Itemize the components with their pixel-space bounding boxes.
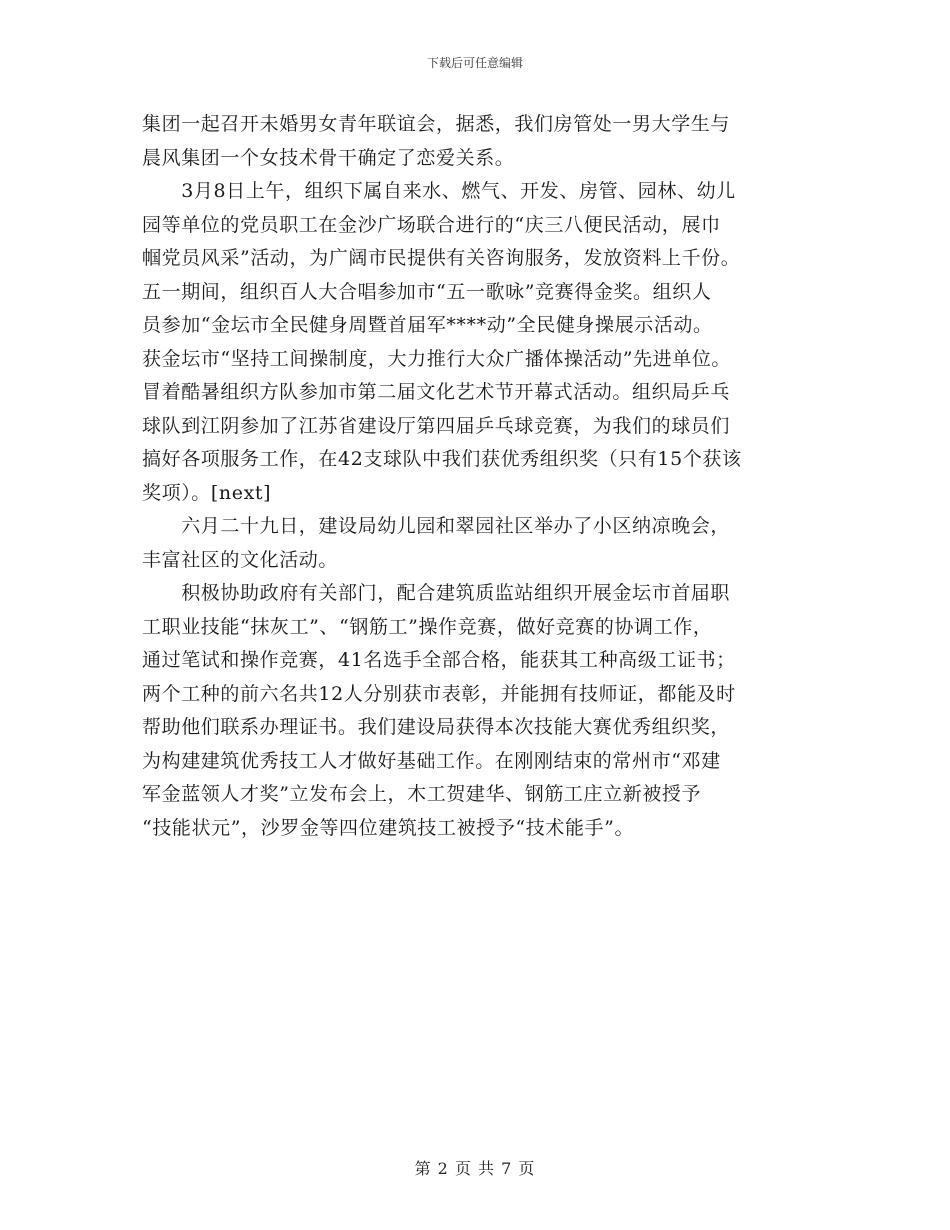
body-line: 六月二十九日，建设局幼儿园和翠园社区举办了小区纳凉晚会， [142, 515, 731, 537]
body-line: 积极协助政府有关部门，配合建筑质监站组织开展金坛市首届职 [142, 582, 731, 604]
body-line: 丰富社区的文化活动。 [142, 548, 339, 571]
page-header: 下载后可任意编辑 [426, 56, 523, 70]
body-line: 通过笔试和操作竞赛，41名选手全部合格，能获其工种高级工证书； [142, 649, 736, 671]
page-footer: 第 2 页 共 7 页 [414, 1159, 536, 1178]
body-line: “技能状元”，沙罗金等四位建筑技工被授予“技术能手”。 [142, 816, 635, 839]
body-line: 帮助他们联系办理证书。我们建设局获得本次技能大赛优秀组织奖， [142, 716, 731, 738]
body-line: 工职业技能“抹灰工”、“钢筋工”操作竞赛，做好竞赛的协调工作， [142, 615, 713, 638]
body-line: 球队到江阴参加了江苏省建设厅第四届乒乓球竞赛，为我们的球员们 [142, 414, 731, 437]
body-line: 员参加“金坛市全民健身周暨首届军****动”全民健身操展示活动。 [142, 314, 713, 336]
body-line: 为构建建筑优秀技工人才做好基础工作。在刚刚结束的常州市“邓建 [142, 749, 721, 772]
body-line: 晨风集团一个女技术骨干确定了恋爱关系。 [142, 146, 515, 169]
body-line: 冒着酷暑组织方队参加市第二届文化艺术节开幕式活动。组织局乒乓 [142, 381, 731, 403]
body-line: 获金坛市“坚持工间操制度，大力推行大众广播体操活动”先进单位。 [142, 347, 732, 370]
body-line: 两个工种的前六名共12人分别获市表彰，并能拥有技师证，都能及时 [142, 682, 736, 705]
body-line: 3月8日上午，组织下属自来水、燃气、开发、房管、园林、幼儿 [142, 180, 736, 202]
body-line: 军金蓝领人才奖”立发布会上，木工贺建华、钢筋工庄立新被授予 [142, 783, 702, 805]
body-line: 奖项）。[next] [142, 481, 272, 504]
body-line: 园等单位的党员职工在金沙广场联合进行的“庆三八便民活动，展巾 [142, 213, 721, 236]
body-line: 帼党员风采”活动，为广阔市民提供有关咨询服务，发放资料上千份。 [142, 247, 741, 269]
body-line: 搞好各项服务工作，在42支球队中我们获优秀组织奖（只有15个获该 [142, 448, 742, 470]
document-body [142, 108, 818, 845]
body-line: 五一期间，组织百人大合唱参加市“五一歌咏”竞赛得金奖。组织人 [142, 280, 712, 303]
body-line: 集团一起召开未婚男女青年联谊会，据悉，我们房管处一男大学生与 [142, 113, 731, 135]
